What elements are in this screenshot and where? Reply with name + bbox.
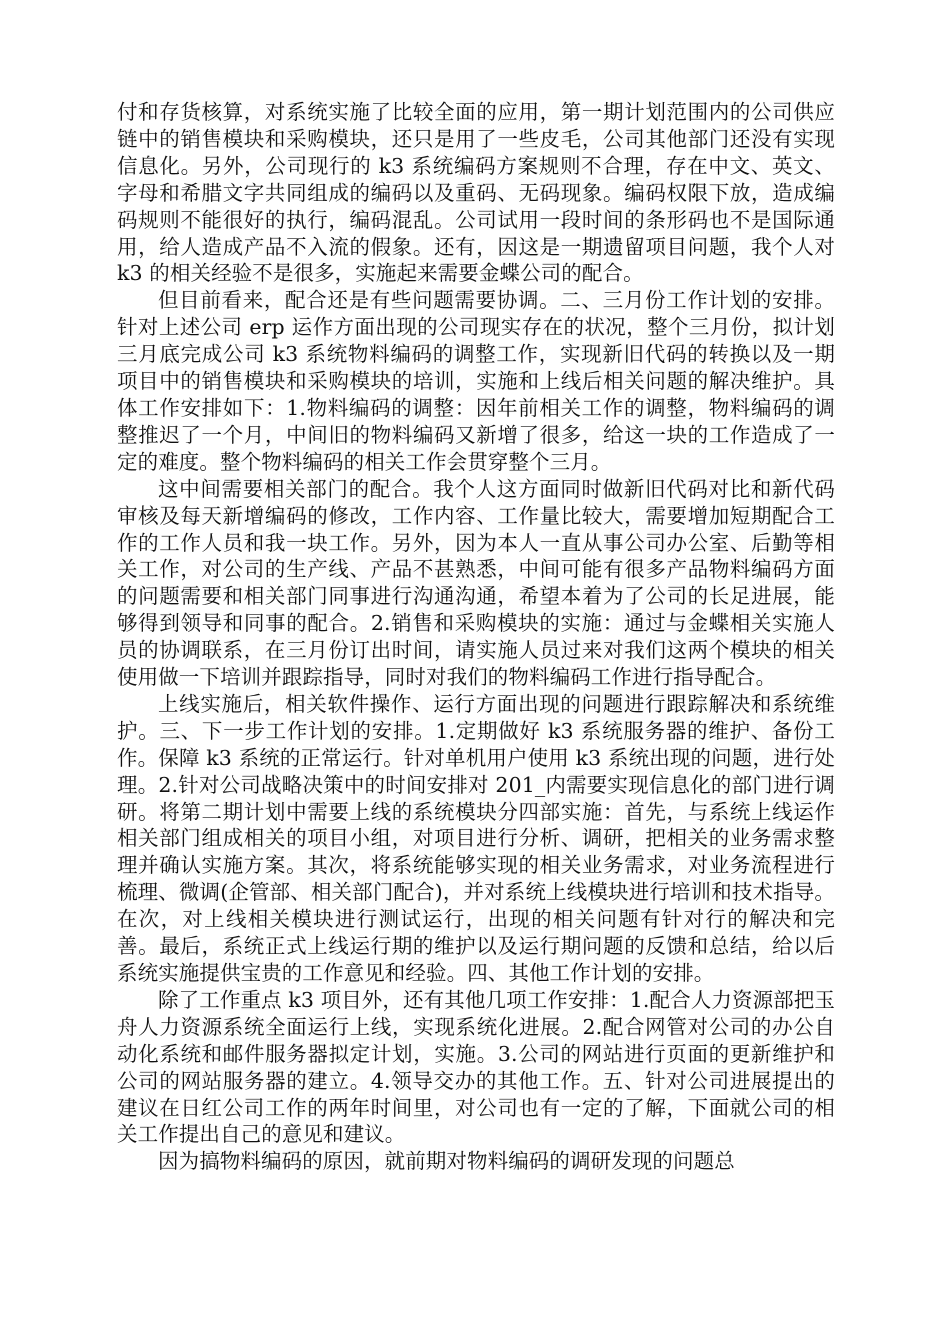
paragraph-5: 除了工作重点 k3 项目外，还有其他几项工作安排：1.配合人力资源部把玉舟人力资源系统全面运行上线，实现系统化进展。2.配合网管对公司的办公自动化系统和邮件服务器拟定计划，实施。3.公司的网站进行页面的更新维护和公司的网站服务器的建立。4.领导交办的其他工作。五、针对公司进展提出的建议在日红公司工作的两年时间里，对公司也有一定的了解，下面就公司的相关工作提出自己的意见和建议。 <box>117 987 835 1147</box>
document-page <box>117 99 835 1175</box>
paragraph-4: 上线实施后，相关软件操作、运行方面出现的问题进行跟踪解决和系统维护。三、下一步工作计划的安排。1.定期做好 k3 系统服务器的维护、备份工作。保障 k3 系统的正常运行。针对单机用户使用 k3 系统出现的问题，进行处理。2.针对公司战略决策中的时间安排对 201_内需要实现信息化的部门进行调研。将第二期计划中需要上线的系统模块分四部实施：首先，与系统上线运作相关部门组成相关的项目小组，对项目进行分析、调研，把相关的业务需求整理并确认实施方案。其次，将系统能够实现的相关业务需求，对业务流程进行梳理、微调(企管部、相关部门配合)，并对系统上线模块进行培训和技术指导。在次，对上线相关模块进行测试运行，出现的相关问题有针对行的解决和完善。最后，系统正式上线运行期的维护以及运行期问题的反馈和总结，给以后系统实施提供宝贵的工作意见和经验。四、其他工作计划的安排。 <box>117 691 835 985</box>
paragraph-3: 这中间需要相关部门的配合。我个人这方面同时做新旧代码对比和新代码审核及每天新增编码的修改，工作内容、工作量比较大，需要增加短期配合工作的工作人员和我一块工作。另外，因为本人一直从事公司办公室、后勤等相关工作，对公司的生产线、产品不甚熟悉，中间可能有很多产品物料编码方面的问题需要和相关部门同事进行沟通沟通，希望本着为了公司的长足进展，能够得到领导和同事的配合。2.销售和采购模块的实施：通过与金蝶相关实施人员的协调联系，在三月份订出时间，请实施人员过来对我们这两个模块的相关使用做一下培训并跟踪指导，同时对我们的物料编码工作进行指导配合。 <box>117 476 835 690</box>
paragraph-1: 付和存货核算，对系统实施了比较全面的应用，第一期计划范围内的公司供应链中的销售模块和采购模块，还只是用了一些皮毛，公司其他部门还没有实现信息化。另外，公司现行的 k3 系统编码方案规则不合理，存在中文、英文、字母和希腊文字共同组成的编码以及重码、无码现象。编码权限下放，造成编码规则不能很好的执行，编码混乱。公司试用一段时间的条形码也不是国际通用，给人造成产品不入流的假象。还有，因这是一期遗留项目问题，我个人对 k3 的相关经验不是很多，实施起来需要金蝶公司的配合。 <box>117 100 835 286</box>
paragraph-2: 但目前看来，配合还是有些问题需要协调。二、三月份工作计划的安排。针对上述公司 erp 运作方面出现的公司现实存在的状况，整个三月份，拟计划三月底完成公司 k3 系统物料编码的调整工作，实现新旧代码的转换以及一期项目中的销售模块和采购模块的培训，实施和上线后相关问题的解决维护。具体工作安排如下：1.物料编码的调整：因年前相关工作的调整，物料编码的调整推迟了一个月，中间旧的物料编码又新增了很多，给这一块的工作造成了一定的难度。整个物料编码的相关工作会贯穿整个三月。 <box>117 288 835 474</box>
paragraph-6: 因为搞物料编码的原因，就前期对物料编码的调研发现的问题总 <box>158 1149 735 1174</box>
